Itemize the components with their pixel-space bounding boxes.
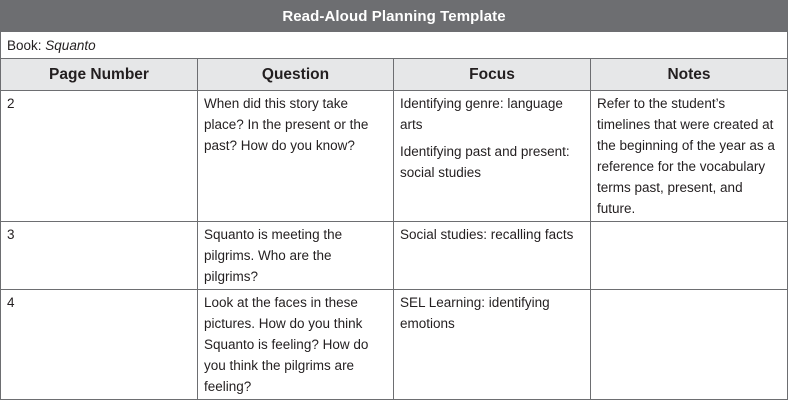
title-row [1, 1, 788, 32]
focus-item: Identifying past and present: social studies [400, 144, 570, 180]
column-header-focus: Focus [394, 59, 591, 91]
column-header-question: Question [198, 59, 394, 91]
question-cell: Squanto is meeting the pilgrims. Who are the pilgrims? [198, 222, 394, 290]
book-label: Book: [7, 37, 42, 53]
book-cell [1, 32, 788, 59]
table-title: Read-Aloud Planning Template [1, 1, 788, 32]
focus-item: Identifying genre: language arts [400, 96, 563, 132]
focus-item: Social studies: recalling facts [400, 227, 574, 242]
focus-cell [394, 222, 591, 290]
notes-cell [591, 222, 788, 290]
column-header-page-number: Page Number [1, 59, 198, 91]
table-row [1, 91, 788, 222]
page-number-cell: 2 [1, 91, 198, 222]
page-number-cell: 3 [1, 222, 198, 290]
focus-cell [394, 91, 591, 222]
focus-item: SEL Learning: identifying emotions [400, 295, 550, 331]
question-cell: Look at the faces in these pictures. How do you think Squanto is feeling? How do you think the pilgrims are feeling? [198, 290, 394, 400]
notes-cell: Refer to the student’s timelines that were created at the beginning of the year as a reference for the vocabulary terms past, present, and future. [591, 91, 788, 222]
book-row [1, 32, 788, 59]
notes-cell [591, 290, 788, 400]
table-row [1, 290, 788, 400]
question-cell: When did this story take place? In the present or the past? How do you know? [198, 91, 394, 222]
header-row [1, 59, 788, 91]
table-row [1, 222, 788, 290]
page-number-cell: 4 [1, 290, 198, 400]
book-title: Squanto [45, 37, 96, 53]
column-header-notes: Notes [591, 59, 788, 91]
focus-cell [394, 290, 591, 400]
